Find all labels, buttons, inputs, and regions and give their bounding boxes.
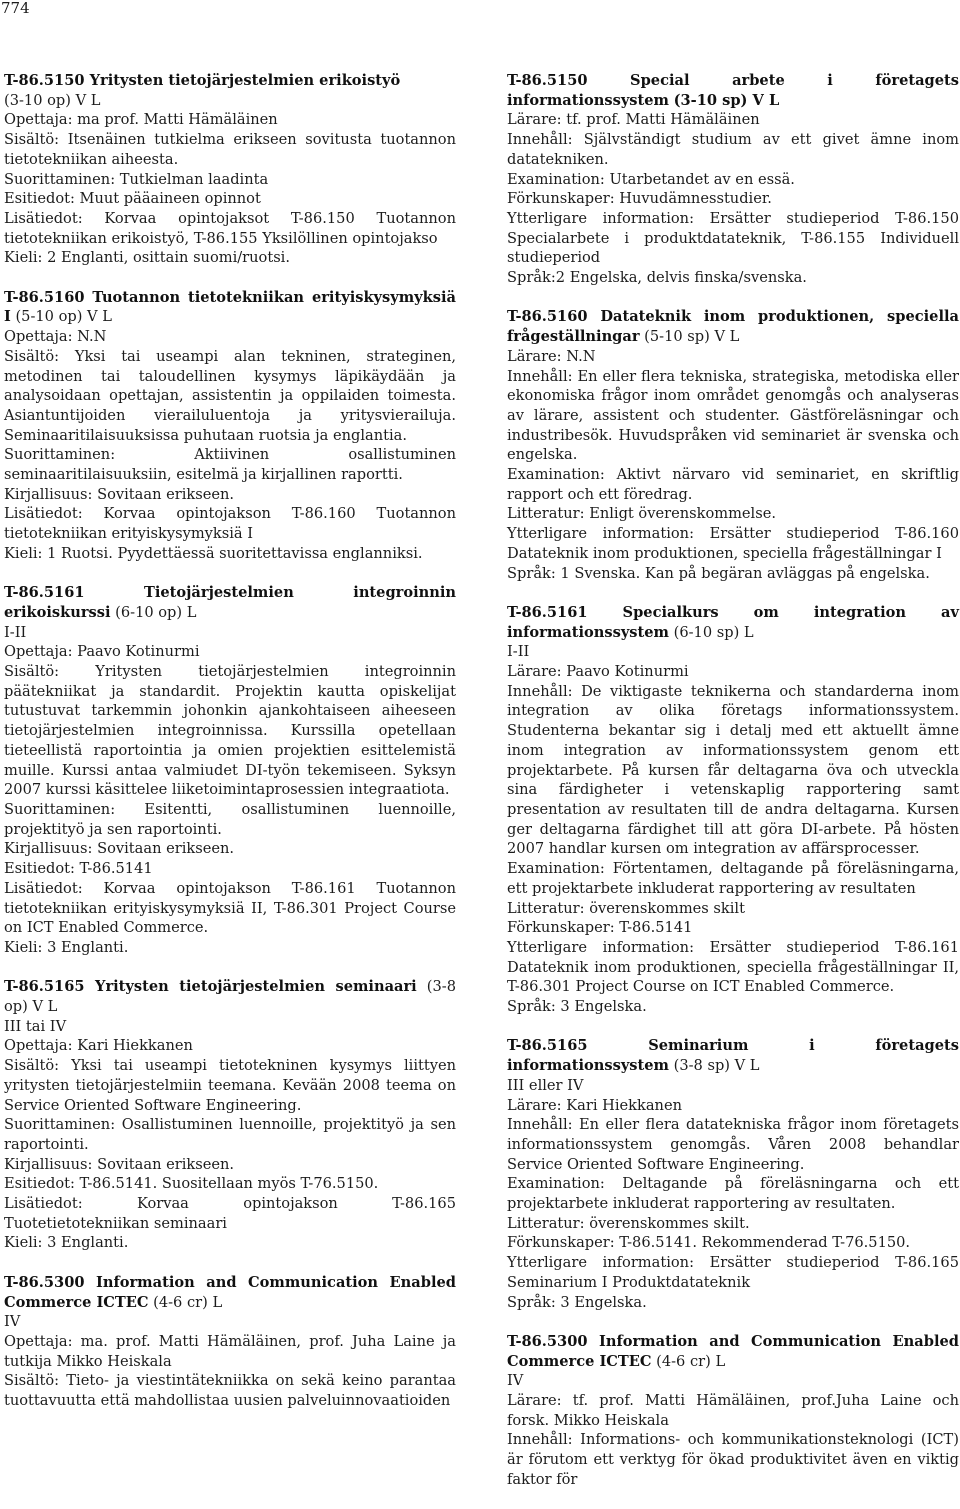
course-credits: (3-8 sp) V L [673,1057,760,1075]
course-content: Sisältö: Yksi tai useampi tietotekninen kysymys liittyen yritysten tietojärjestelmiin teemana. Kevään 2008 teema on Service Oriented Software Engineering. [4,1057,456,1114]
course-title: T-86.5300 Information and Communication Enabled Commerce ICTEC [507,1332,959,1370]
course-content: Innehåll: En eller flera tekniska, strategiska, metodiska eller ekonomiska frågor inom området genomgås och analyseras av lärare, assistent och studenter. Gästföreläsningar och industribesök. Huvudspråken vid seminariet är svenska och engelska. [507,367,959,464]
course-heading [4,583,456,622]
course-title: T-86.5300 Information and Communication Enabled Commerce ICTEC [4,1273,456,1311]
course-credits: (6-10 op) L [115,603,197,621]
page-number: 774 [1,0,30,17]
course-additional-info: Ytterligare information: Ersätter studieperiod T-86.161 Datateknik inom produktionen, speciella frågeställningar II, T-86.301 Project Course on ICT Enabled Commerce. [507,938,959,996]
course-literature: Kirjallisuus: Sovitaan erikseen. [4,840,235,858]
course-period: I-II [507,643,530,661]
course-credits: (3-10 sp) V L [673,91,780,109]
course-heading [507,603,959,642]
course-title: T-86.5150 Special arbete i företagets informationssystem [507,72,959,109]
course-literature: Litteratur: Enligt överenskommelse. [507,505,776,523]
course-teacher: Lärare: N.N [507,347,596,365]
course-content: Innehåll: En eller flera datatekniska frågor inom företagets informationssystem genomgås. Våren 2008 behandlar Service Oriented Software Engineering. [507,1116,959,1173]
course-heading [4,288,456,327]
course-language: Kieli: 3 Englanti. [4,938,129,956]
course-prerequisites: Förkunskaper: T-86.5141 [507,919,693,937]
course-teacher: Lärare: tf. prof. Matti Hämäläinen, prof.Juha Laine och forsk. Mikko Heiskala [507,1392,959,1429]
course-content: Innehåll: De viktigaste teknikerna och standarderna inom integration av olika företags informationssystem. Studenterna bekantar sig i detalj med ett aktuellt ämne inom integration av informationssystem genom ett projektarbete. På kursen får deltagarna öva och utveckla sina färdigheter i vetenskaplig rapportering samt presentation av resultaten till de andra deltagarna. Kursen ger deltagarna färdighet till att göra DI-arbete. På hösten 2007 handlar kursen om integration av affärsprocesser. [507,682,959,858]
course-title: T-86.5160 Datateknik inom produktionen, speciella frågeställningar [507,308,959,346]
course-examination: Examination: Aktivt närvaro vid seminariet, en skriftlig rapport och ett föredrag. [507,466,959,503]
course-language: Kieli: 3 Englanti. [4,1234,129,1252]
course-literature: Litteratur: överenskommes skilt. [507,1214,750,1232]
course-credits: (4-6 cr) L [153,1293,223,1311]
course-content: Innehåll: Självständigt studium av ett givet ämne inom datatekniken. [507,131,959,168]
course-period: IV [507,1372,524,1390]
course-language: Kieli: 1 Ruotsi. Pyydettäessä suoritettavissa englanniksi. [4,544,423,562]
course-additional-info: Ytterligare information: Ersätter studieperiod T-86.150 Specialarbete i produktdatateknik, T-86.155 Individuell studieperiod [507,209,959,267]
course-examination: Examination: Förtentamen, deltagande på föreläsningarna, ett projektarbete inkluderat rapportering av resultaten [507,860,959,897]
course-completion: Suorittaminen: Esitentti, osallistuminen luennoille, projektityö ja sen raportointi. [4,800,456,838]
course-credits: (3-10 op) V L [4,91,101,109]
course-heading [4,1273,456,1312]
course-literature: Kirjallisuus: Sovitaan erikseen. [4,485,235,503]
course-language: Kieli: 2 Englanti, osittain suomi/ruotsi. [4,249,290,267]
course-examination: Examination: Utarbetandet av en essä. [507,170,795,188]
course-additional-info: Lisätiedot: Korvaa opintojakson T-86.160 Tuotannon tietotekniikan erityiskysymyksiä I [4,505,456,543]
course-teacher: Opettaja: Kari Hiekkanen [4,1037,193,1055]
course-title: T-86.5160 Tuotannon tietotekniikan erityiskysymyksiä I [4,288,456,326]
course-entry-5161-fi [4,583,456,957]
course-content: Sisältö: Yritysten tietojärjestelmien integroinnin päätekniikat ja standardit. Projektin kautta opiskelijat tutustuvat tarkemmin johonkin ajankohtaiseen aiheeseen tietojärjestelmien integroinnissa. Kurssilla opetellaan tieteellistä raportointia ja omien projektien esittelemistä muille. Kurssi antaa valmiudet DI-työn tekemiseen. Syksyn 2007 kurssi käsittelee liiketoimintaprosessien integraatiota. [4,663,456,799]
finnish-column [4,71,456,1430]
course-additional-info: Lisätiedot: Korvaa opintojakson T-86.165 Tuotetietotekniikan seminaari [4,1195,456,1232]
course-credits: (5-10 sp) V L [644,328,740,346]
course-additional-info: Ytterligare information: Ersätter studieperiod T-86.165 Seminarium I Produktdatateknik [507,1254,959,1291]
course-completion: Suorittaminen: Tutkielman laadinta [4,170,269,188]
course-teacher: Opettaja: ma. prof. Matti Hämäläinen, prof. Juha Laine ja tutkija Mikko Heiskala [4,1332,456,1370]
course-entry-5160-sv [507,307,959,583]
course-credits: (6-10 sp) L [673,623,754,641]
course-prerequisites: Esitiedot: T-86.5141. Suositellaan myös T-76.5150. [4,1175,379,1193]
course-literature: Kirjallisuus: Sovitaan erikseen. [4,1155,235,1173]
course-heading [4,71,456,91]
course-language: Språk: 3 Engelska. [507,998,647,1016]
course-prerequisites: Förkunskaper: T-86.5141. Rekommenderad T-76.5150. [507,1234,911,1252]
course-heading [507,307,959,346]
course-title: T-86.5150 Yritysten tietojärjestelmien erikoistyö [4,72,401,89]
course-prerequisites: Esitiedot: Muut pääaineen opinnot [4,190,261,208]
course-heading [507,1036,959,1075]
course-teacher: Lärare: tf. prof. Matti Hämäläinen [507,111,760,129]
course-entry-5300-sv [507,1332,959,1490]
course-examination: Examination: Deltagande på föreläsningarna och ett projektarbete inkluderat rapportering av resultaten. [507,1175,959,1213]
course-entry-5161-sv [507,603,959,1017]
course-entry-5150-sv [507,71,959,288]
course-teacher: Opettaja: ma prof. Matti Hämäläinen [4,111,278,129]
course-title: T-86.5165 Seminarium i företagets informationssystem [507,1037,959,1075]
course-content: Sisältö: Itsenäinen tutkielma erikseen sovitusta tuotannon tietotekniikan aiheesta. [4,131,456,168]
course-entry-5160-fi [4,288,456,564]
course-period: III tai IV [4,1017,67,1035]
course-teacher: Opettaja: N.N [4,328,107,346]
course-content: Sisältö: Yksi tai useampi alan tekninen, strateginen, metodinen tai taloudellinen kysymys läpikäydään ja analysoidaan opettajan, assistentin ja oppilaiden toimesta. Asiantuntijoiden vierailuluentoja ja yritysvierailuja. Seminaaritilaisuuksissa puhutaan ruotsia ja englantia. [4,347,456,444]
course-language: Språk: 1 Svenska. Kan på begäran avläggas på engelska. [507,564,930,582]
course-period: I-II [4,623,27,641]
course-title: T-86.5161 Specialkurs om integration av informationssystem [507,603,959,641]
course-content: Innehåll: Informations- och kommunikationsteknologi (ICT) är förutom ett verktyg för ökad produktivitet även en viktig faktor för [507,1431,959,1488]
course-entry-5150-fi [4,71,456,268]
course-content: Sisältö: Tieto- ja viestintätekniikka on sekä keino parantaa tuottavuutta että mahdollistaa uusien palveluinnovaatioiden [4,1372,456,1410]
course-period: III eller IV [507,1076,584,1094]
course-entry-5165-fi [4,977,456,1253]
course-credits: (5-10 op) V L [15,308,112,326]
course-additional-info: Lisätiedot: Korvaa opintojakson T-86.161 Tuotannon tietotekniikan erityiskysymyksiä II, T-86.301 Project Course on ICT Enabled Commerce. [4,879,456,937]
course-teacher: Lärare: Paavo Kotinurmi [507,663,689,681]
course-credits: (4-6 cr) L [656,1352,726,1370]
course-prerequisites: Förkunskaper: Huvudämnesstudier. [507,190,772,208]
course-completion: Suorittaminen: Aktiivinen osallistuminen seminaaritilaisuuksiin, esitelmä ja kirjallinen raportti. [4,446,456,484]
course-prerequisites: Esitiedot: T-86.5141 [4,860,153,878]
swedish-column [507,71,959,1509]
course-heading [507,71,959,110]
course-title: T-86.5165 Yritysten tietojärjestelmien seminaari [4,978,417,996]
course-credits: (3-8 op) V L [4,978,456,1015]
course-teacher: Opettaja: Paavo Kotinurmi [4,643,200,661]
course-completion: Suorittaminen: Osallistuminen luennoille, projektityö ja sen raportointi. [4,1116,456,1153]
course-entry-5300-fi [4,1273,456,1411]
course-entry-5165-sv [507,1036,959,1312]
course-period: IV [4,1313,21,1331]
course-heading [507,1332,959,1371]
course-additional-info: Ytterligare information: Ersätter studieperiod T-86.160 Datateknik inom produktionen, speciella frågeställningar I [507,525,959,562]
course-literature: Litteratur: överenskommes skilt [507,899,745,917]
course-additional-info: Lisätiedot: Korvaa opintojaksot T-86.150 Tuotannon tietotekniikan erikoistyö, T-86.155 Yksilöllinen opintojakso [4,209,456,247]
course-heading [4,977,456,1016]
course-language: Språk: 3 Engelska. [507,1293,647,1311]
course-language: Språk:2 Engelska, delvis finska/svenska. [507,269,807,287]
course-teacher: Lärare: Kari Hiekkanen [507,1096,682,1114]
course-title: T-86.5161 Tietojärjestelmien integroinnin erikoiskurssi [4,584,456,621]
